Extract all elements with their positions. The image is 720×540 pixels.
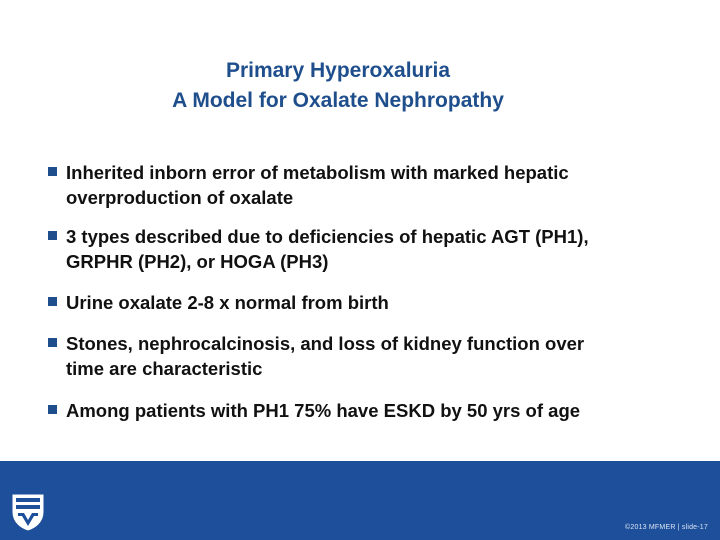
bullet-text-line: Stones, nephrocalcinosis, and loss of kidney function over: [66, 333, 585, 354]
bullet-text-line: 3 types described due to deficiencies of hepatic AGT (PH1),: [66, 226, 589, 247]
bullet-item: [48, 290, 688, 315]
bullet-text-line: Among patients with PH1 75% have ESKD by 50 yrs of age: [66, 400, 581, 421]
bullet-text-line: overproduction of oxalate: [66, 187, 294, 208]
square-bullet-icon: [48, 405, 57, 414]
bullet-text-line: GRPHR (PH2), or HOGA (PH3): [66, 251, 329, 272]
square-bullet-icon: [48, 338, 57, 347]
bullet-item: [48, 331, 688, 381]
footer-bar: [0, 461, 720, 540]
square-bullet-icon: [48, 231, 57, 240]
square-bullet-icon: [48, 297, 57, 306]
bullet-item: [48, 398, 688, 423]
bullet-text-line: Urine oxalate 2-8 x normal from birth: [66, 292, 389, 313]
bullet-list: [48, 160, 688, 423]
bullet-item: [48, 224, 688, 274]
bullet-text-line: time are characteristic: [66, 358, 263, 379]
slide-subtitle: A Model for Oxalate Nephropathy: [172, 89, 504, 112]
bullet-text-line: Inherited inborn error of metabolism with marked hepatic: [66, 162, 569, 183]
slide-footer-text: ©2013 MFMER | slide-17: [625, 524, 708, 531]
slide-title: Primary Hyperoxaluria: [225, 59, 451, 82]
square-bullet-icon: [48, 167, 57, 176]
bullet-item: [48, 160, 688, 210]
mayo-clinic-logo-icon: [10, 492, 46, 532]
